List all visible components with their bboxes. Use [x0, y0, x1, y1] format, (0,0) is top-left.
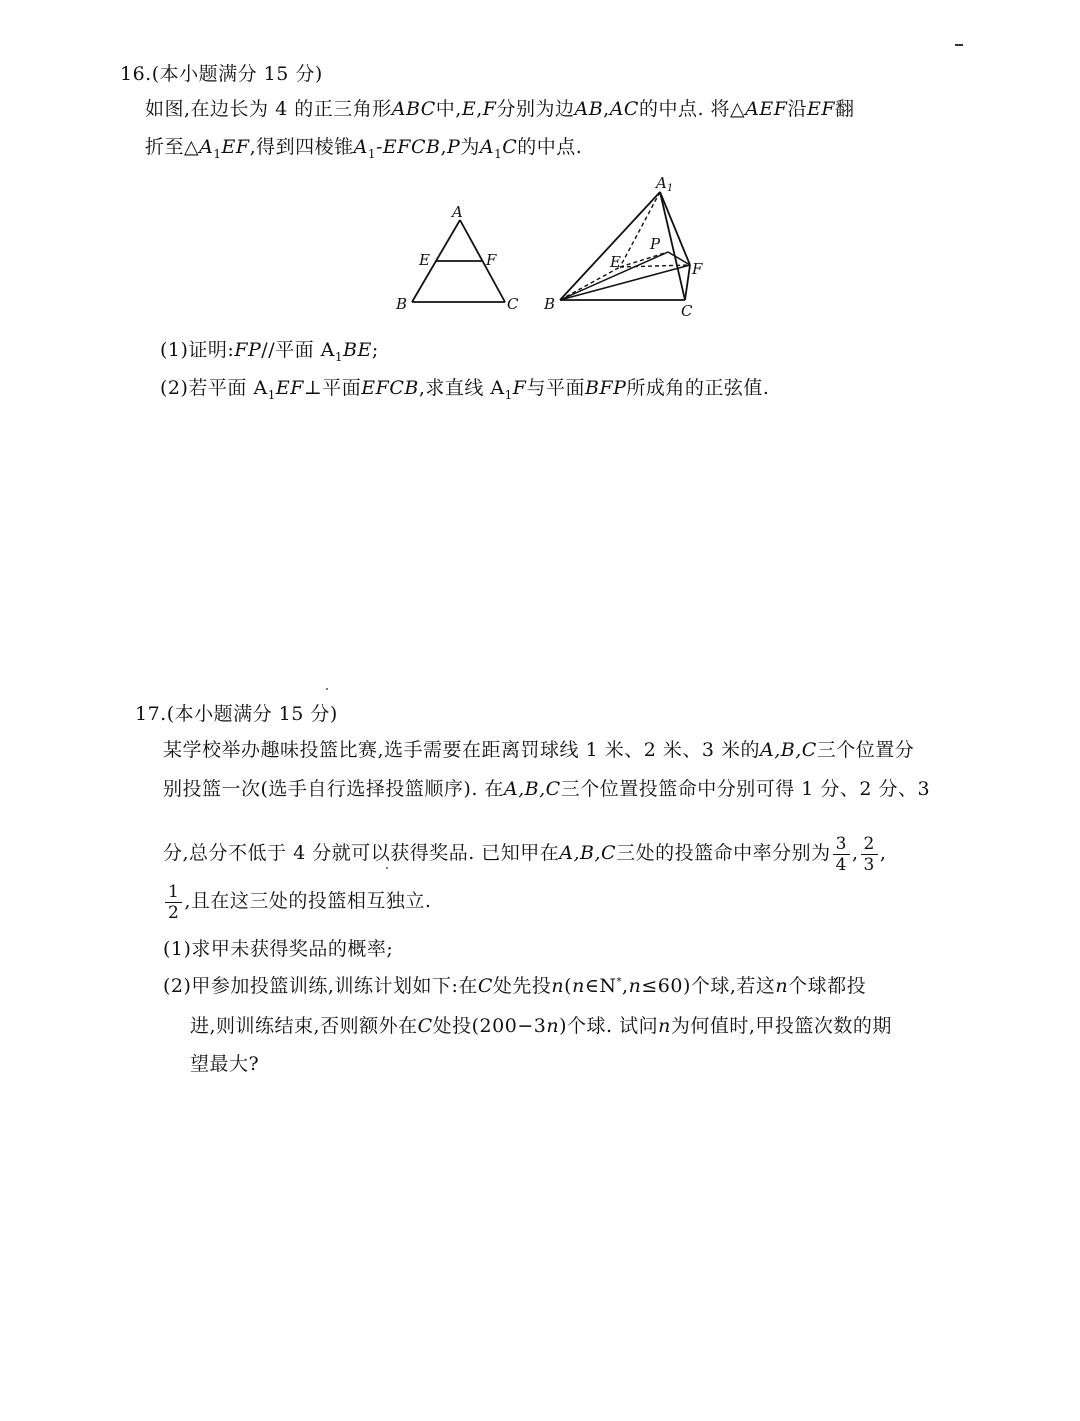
numerator: 2 [861, 834, 878, 855]
q17-part-2-line-1 [163, 974, 866, 998]
text: 中, [435, 98, 462, 120]
text: ,求直线 A [418, 377, 505, 399]
text: )个球. 试问 [559, 1015, 659, 1037]
denominator: 2 [168, 902, 180, 923]
label-c: C [507, 295, 519, 313]
fraction-2-3 [861, 834, 878, 875]
math-c: C [477, 975, 493, 997]
subscript: 1 [213, 146, 222, 161]
edge-e-f [620, 265, 690, 267]
math-a1: A [199, 136, 214, 158]
text: 分别为边 [496, 98, 575, 120]
text: 三个位置投篮命中分别可得 1 分、2 分、3 [560, 778, 931, 800]
q17-line-2 [163, 777, 930, 801]
edge-b-f [560, 265, 690, 300]
math-efcb: -EFCB [375, 136, 441, 158]
math-n: n [572, 975, 585, 997]
math-ab: AB [574, 98, 604, 120]
subscript: 1 [504, 387, 513, 402]
math-fp: FP [234, 339, 262, 361]
text: //平面 A [261, 339, 335, 361]
subscript: 1 [267, 387, 276, 402]
q17-header: 17.(本小题满分 15 分) [135, 703, 338, 725]
text: ⊥平面 [303, 377, 362, 399]
math-abc: ABC [391, 98, 436, 120]
text: 的中点. [517, 136, 583, 158]
math-f: F [482, 98, 497, 120]
denominator: 3 [863, 854, 875, 875]
pyramid-figure [540, 170, 715, 325]
text: ( [564, 975, 573, 997]
text: (2)若平面 A [160, 377, 268, 399]
label-p: P [650, 235, 661, 253]
text: 某学校举办趣味投篮比赛,选手需要在距离罚球线 1 米、2 米、3 米的 [163, 739, 760, 761]
text: , [603, 98, 610, 120]
text: 处投(200−3 [432, 1015, 547, 1037]
subscript: 1 [334, 349, 344, 364]
text: 三个位置分 [816, 739, 915, 761]
text: 分,总分不低于 4 分就可以获得奖品. 已知甲在 [163, 842, 560, 864]
subscript: 1 [494, 146, 503, 161]
text: 所成角的正弦值. [626, 377, 770, 399]
label-e: E [610, 253, 621, 271]
label-a1 [654, 174, 673, 194]
q16-part-1 [160, 338, 379, 362]
scan-dot [326, 688, 328, 690]
math-e: E [461, 98, 477, 120]
math-be: BE [343, 339, 372, 361]
math-bfp: BFP [584, 377, 627, 399]
math-p: P [447, 136, 461, 158]
math-efcb: EFCB [361, 377, 419, 399]
text: 三处的投篮命中率分别为 [616, 842, 831, 864]
q16-part-2 [160, 376, 769, 400]
text: ∈N [584, 975, 617, 997]
text: (1)证明: [160, 339, 235, 361]
math-c: C [417, 1015, 433, 1037]
text: 为何值时,甲投篮次数的期 [670, 1015, 892, 1037]
math-aef: AEF [745, 98, 788, 120]
text: 与平面 [526, 377, 585, 399]
math-f: F [512, 377, 527, 399]
text: ,且在这三处的投篮相互独立. [184, 890, 432, 912]
superscript: * [616, 976, 623, 988]
label-f: F [692, 260, 703, 278]
q17-part-2-line-2 [190, 1014, 892, 1038]
text: 为 [460, 136, 480, 158]
math-abc: A,B,C [759, 739, 817, 761]
label-a1-sub: 1 [666, 183, 674, 194]
text: , [851, 842, 859, 864]
q17-part-1: (1)求甲未获得奖品的概率; [163, 938, 394, 960]
math-n: n [546, 1015, 560, 1037]
edge-b-a1 [560, 192, 660, 300]
text: 处先投 [492, 975, 552, 997]
text: ,得到四棱锥 [249, 136, 354, 158]
label-b: B [544, 295, 556, 313]
math-abc: A,B,C [559, 842, 617, 864]
q16-intro-line-1 [145, 97, 855, 121]
scan-mark [955, 44, 963, 46]
math-ac: AC [609, 98, 639, 120]
text: 沿 [787, 98, 807, 120]
math-abc: A,B,C [503, 778, 561, 800]
label-e: E [419, 251, 430, 269]
label-f: F [486, 251, 497, 269]
text: 个球都投 [788, 975, 867, 997]
q16-header: 16.(本小题满分 15 分) [120, 63, 323, 85]
text: 如图,在边长为 4 的正三角形 [145, 98, 392, 120]
text: , [879, 842, 887, 864]
math-n: n [551, 975, 565, 997]
text: ≤60)个球,若这 [641, 975, 776, 997]
math-ef: EF [221, 136, 250, 158]
edge-f-c [685, 265, 690, 300]
fraction-3-4 [833, 834, 850, 875]
text: (2)甲参加投篮训练,训练计划如下:在 [163, 975, 478, 997]
text: 翻 [835, 98, 855, 120]
text: , [476, 98, 483, 120]
text: 折至△ [145, 136, 200, 158]
numerator: 3 [833, 834, 850, 855]
text: , [622, 975, 629, 997]
edge-b-e [560, 267, 620, 300]
math-c: C [502, 136, 518, 158]
q16-intro-line-2 [145, 135, 582, 159]
label-a: A [452, 203, 463, 221]
q17-line-4 [163, 878, 431, 924]
q17-line-3 [163, 830, 886, 876]
text: 别投篮一次(选手自行选择投篮顺序). 在 [163, 778, 504, 800]
math-n: n [658, 1015, 671, 1037]
math-ef: EF [806, 98, 836, 120]
math-n: n [628, 975, 642, 997]
fraction-1-2 [165, 882, 182, 923]
triangle-figure [390, 195, 530, 320]
numerator: 1 [165, 882, 182, 903]
q17-part-2-line-3: 望最大? [190, 1053, 260, 1075]
q17-line-1 [163, 738, 914, 762]
math-a1: A [353, 136, 368, 158]
text: 进,则训练结束,否则额外在 [190, 1015, 418, 1037]
text: 的中点. 将△ [638, 98, 746, 120]
math-n: n [775, 975, 789, 997]
subscript: 1 [367, 146, 376, 161]
label-b: B [396, 295, 408, 313]
text: , [440, 136, 448, 158]
math-ef: EF [275, 377, 304, 399]
label-a1-letter: A [656, 174, 667, 192]
label-c: C [681, 302, 693, 320]
denominator: 4 [835, 854, 847, 875]
math-a1: A [479, 136, 495, 158]
text: ; [371, 339, 379, 361]
